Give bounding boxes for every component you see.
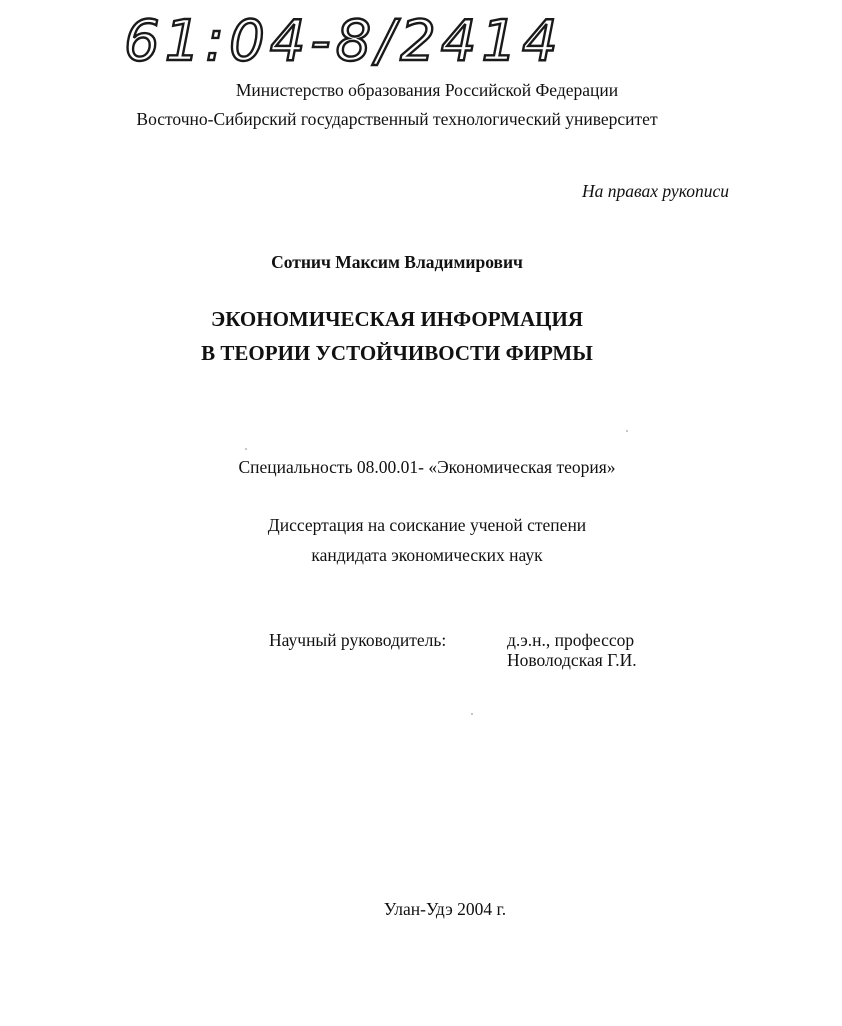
scan-speck	[471, 713, 473, 715]
manuscript-note: На правах рукописи	[582, 181, 729, 201]
university-name: Восточно-Сибирский государственный технологический университет	[136, 109, 658, 129]
scan-speck	[626, 430, 628, 432]
place-and-year: Улан-Удэ 2004 г.	[383, 899, 507, 919]
handwritten-archive-code	[120, 4, 563, 74]
handwritten-code-text: 61:04-8/2414	[124, 9, 563, 74]
dissertation-line-2: кандидата экономических наук	[311, 545, 543, 565]
scan-speck	[245, 448, 247, 450]
advisor-degree: д.э.н., профессор	[507, 630, 635, 650]
ministry-name: Министерство образования Российской Федерации	[235, 80, 619, 100]
specialty-line: Специальность 08.00.01- «Экономическая теория»	[238, 457, 616, 477]
advisor-label: Научный руководитель:	[269, 630, 447, 650]
dissertation-line-1: Диссертация на соискание ученой степени	[267, 515, 587, 535]
advisor-name: Новолодская Г.И.	[507, 650, 637, 670]
thesis-title-line-2: В ТЕОРИИ УСТОЙЧИВОСТИ ФИРМЫ	[201, 341, 593, 365]
author-name: Сотнич Максим Владимирович	[271, 252, 523, 272]
thesis-title-line-1: ЭКОНОМИЧЕСКАЯ ИНФОРМАЦИЯ	[210, 307, 584, 331]
